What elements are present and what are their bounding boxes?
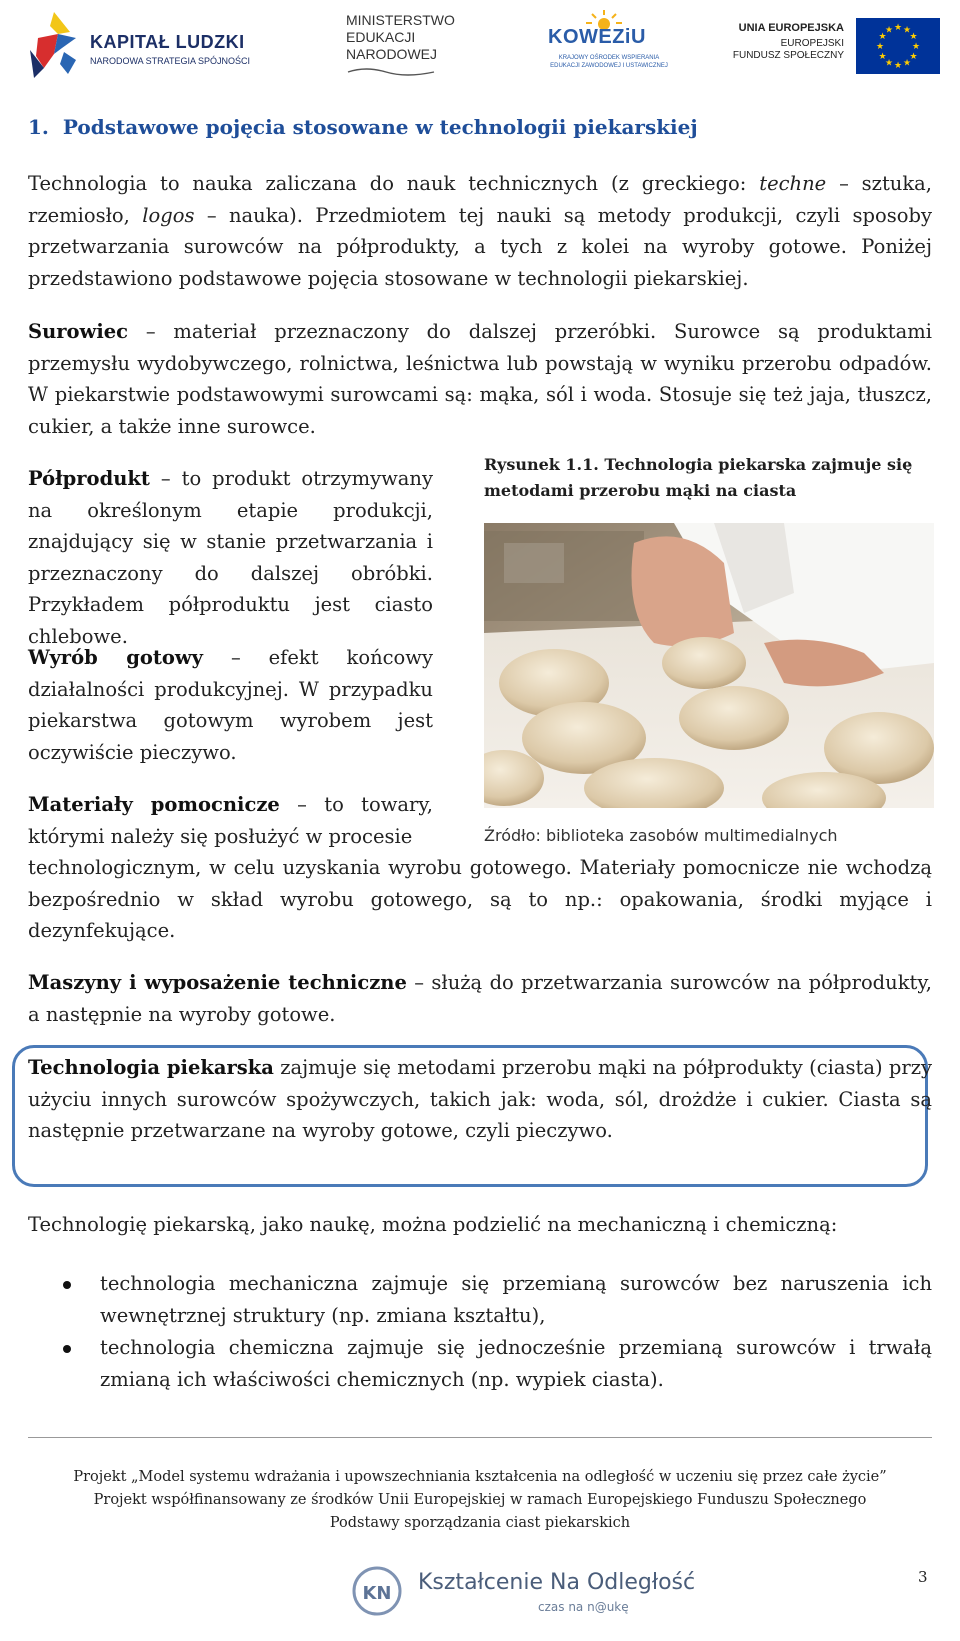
intro-text: Technologia to nauka zaliczana do nauk technicznych (z greckiego: [28, 172, 760, 195]
footer-project-line: Projekt „Model systemu wdrażania i upowszechniania kształcenia na odległość w uczeniu się przez całe życie” [73, 1469, 887, 1485]
auxiliary-materials-lead [28, 789, 433, 852]
koweziu-logo [548, 10, 668, 76]
final-product-text: – efekt końcowy działalności produkcyjnej. W przypadku piekarstwa gotowym wyrobem jest oczywiście pieczywo. [28, 646, 433, 764]
svg-text:★: ★ [878, 52, 887, 62]
men-logo [346, 12, 481, 74]
bakery-photo [484, 523, 934, 808]
intro-text: – nauka). Przedmiotem tej nauki są metody produkcji, czyli sposoby przetwarzania surowców na półprodukty, a tych z kolei na wyroby gotowe. Poniżej przedstawiono podstawowe pojęcia stosowane w technologii piekarskiej. [28, 203, 932, 290]
machines-term: Maszyny i wyposażenie techniczne [28, 971, 407, 994]
division-list [28, 1268, 932, 1396]
svg-text:★: ★ [911, 42, 921, 52]
final-product-definition [28, 642, 433, 768]
list-item-text: technologia mechaniczna zajmuje się przemianą surowców bez naruszenia ich wewnętrznej struktury (np. zmiana kształtu), [100, 1272, 932, 1327]
figure-caption: Rysunek 1.1. Technologia piekarska zajmuje się metodami przerobu mąki na ciasta [484, 455, 913, 500]
eu-subtitle-line: FUNDUSZ SPOŁECZNY [732, 50, 844, 61]
highlight-body: zajmuje się metodami przerobu mąki na półprodukty (ciasta) przy użyciu innych surowców spożywczych, takich jak: woda, sól, drożdże i cukier. Ciasta są następnie przetwarzane na wyroby gotowe, czyli pieczywo. [28, 1056, 932, 1142]
men-line: MINISTERSTWO [346, 12, 455, 28]
svg-text:★: ★ [875, 42, 885, 52]
page-number: 3 [918, 1568, 928, 1586]
svg-text:★: ★ [909, 32, 918, 42]
division-intro: Technologię piekarską, jako naukę, można podzielić na mechaniczną i chemiczną: [28, 1213, 838, 1236]
kapital-ludzki-logo [30, 8, 275, 80]
raw-material-term: Surowiec [28, 320, 129, 343]
semi-product-term: Półprodukt [28, 467, 150, 490]
auxiliary-materials-definition [28, 789, 932, 947]
baker-shaping-dough-image [484, 523, 934, 808]
kapital-ludzki-title: KAPITAŁ LUDZKI [90, 32, 245, 52]
footer [28, 1466, 932, 1535]
men-swirl-icon [346, 68, 436, 76]
list-item [28, 1332, 932, 1395]
svg-text:★: ★ [893, 61, 903, 71]
highlight-term: Technologia piekarska [28, 1056, 274, 1079]
intro-logos: logos [142, 203, 195, 227]
svg-text:★: ★ [902, 25, 912, 36]
eu-logo [722, 14, 940, 74]
figure-source: Źródło: biblioteka zasobów multimedialnych [484, 826, 838, 845]
kna-title: Kształcenie Na Odległość [418, 1570, 696, 1595]
final-product-term: Wyrób gotowy [28, 646, 204, 669]
intro-techne: techne [759, 172, 827, 195]
auxiliary-materials-text: – to towary, którymi należy się posłużyć w procesie [28, 793, 433, 848]
svg-text:★: ★ [884, 25, 894, 36]
machines-text: – służą do przetwarzania surowców na półprodukty, a następnie na wyroby gotowe. [28, 971, 933, 1026]
eu-title: UNIA EUROPEJSKA [738, 22, 844, 34]
koweziu-title: KOWEZiU [548, 26, 646, 48]
semi-product-text: – to produkt otrzymywany na określonym etapie produkcji, znajdujący się w stanie przetwarzania i przeznaczony do dalszej obróbki. Przykładem półproduktu jest ciasto chlebowe. [28, 467, 433, 648]
kna-mark-icon [352, 1566, 404, 1616]
bullet-icon [63, 1281, 71, 1289]
men-line: NARODOWEJ [346, 46, 437, 62]
svg-text:★: ★ [884, 58, 894, 69]
svg-text:★: ★ [909, 52, 918, 62]
koweziu-subtitle: KRAJOWY OŚRODEK WSPIERANIA EDUKACJI ZAWODOWEJ I USTAWICZNEJ [550, 55, 668, 69]
list-item [28, 1268, 932, 1331]
intro-text: – sztuka, rzemiosło, [28, 172, 932, 227]
eu-subtitle [733, 38, 844, 62]
highlight-text [28, 1052, 932, 1147]
auxiliary-materials-text: technologicznym, w celu uzyskania wyrobu gotowego. Materiały pomocnicze nie wchodzą bezpośrednio w skład wyrobu gotowego, są to np.: opakowania, środki myjące i dezynfekujące. [28, 856, 932, 942]
svg-text:KN: KN [362, 1583, 392, 1604]
kna-logo [352, 1558, 696, 1624]
men-line: EDUKACJI [346, 29, 416, 45]
footer-funding-line: Projekt współfinansowany ze środków Unii Europejskiej w ramach Europejskiego Funduszu Społecznego [93, 1492, 867, 1508]
eu-subtitle-line: EUROPEJSKI [780, 38, 844, 49]
eu-flag-icon [856, 18, 940, 74]
kapital-ludzki-subtitle: NARODOWA STRATEGIA SPÓJNOŚCI [90, 56, 251, 66]
svg-text:★: ★ [878, 32, 887, 42]
semi-product-definition [28, 463, 433, 652]
svg-text:★: ★ [893, 23, 903, 33]
section-title: Podstawowe pojęcia stosowane w technologii piekarskiej [62, 115, 698, 139]
intro-paragraph [28, 168, 932, 294]
footer-divider [28, 1437, 932, 1438]
footer-course-line: Podstawy sporządzania ciast piekarskich [329, 1515, 631, 1531]
section-heading [28, 115, 698, 139]
raw-material-definition [28, 316, 932, 442]
machines-definition [28, 967, 932, 1030]
kna-subtitle: czas na n@ukę [538, 1600, 629, 1614]
list-item-text: technologia chemiczna zajmuje się jednocześnie przemianą surowców i trwałą zmianą ich właściwości chemicznych (np. wypiek ciasta). [100, 1336, 932, 1391]
section-number: 1. [28, 115, 49, 139]
kapital-ludzki-star-icon [30, 8, 80, 80]
auxiliary-materials-term: Materiały pomocnicze [28, 793, 280, 816]
raw-material-text: – materiał przeznaczony do dalszej przeróbki. Surowce są produktami przemysłu wydobywczego, rolnictwa, leśnictwa lub powstają w wyniku przerobu odpadów. W piekarstwie podstawowymi surowcami są: mąka, sól i woda. Stosuje się też jaja, tłuszcz, cukier, a także inne surowce. [28, 320, 932, 438]
svg-text:★: ★ [902, 58, 912, 69]
bullet-icon [63, 1345, 71, 1353]
